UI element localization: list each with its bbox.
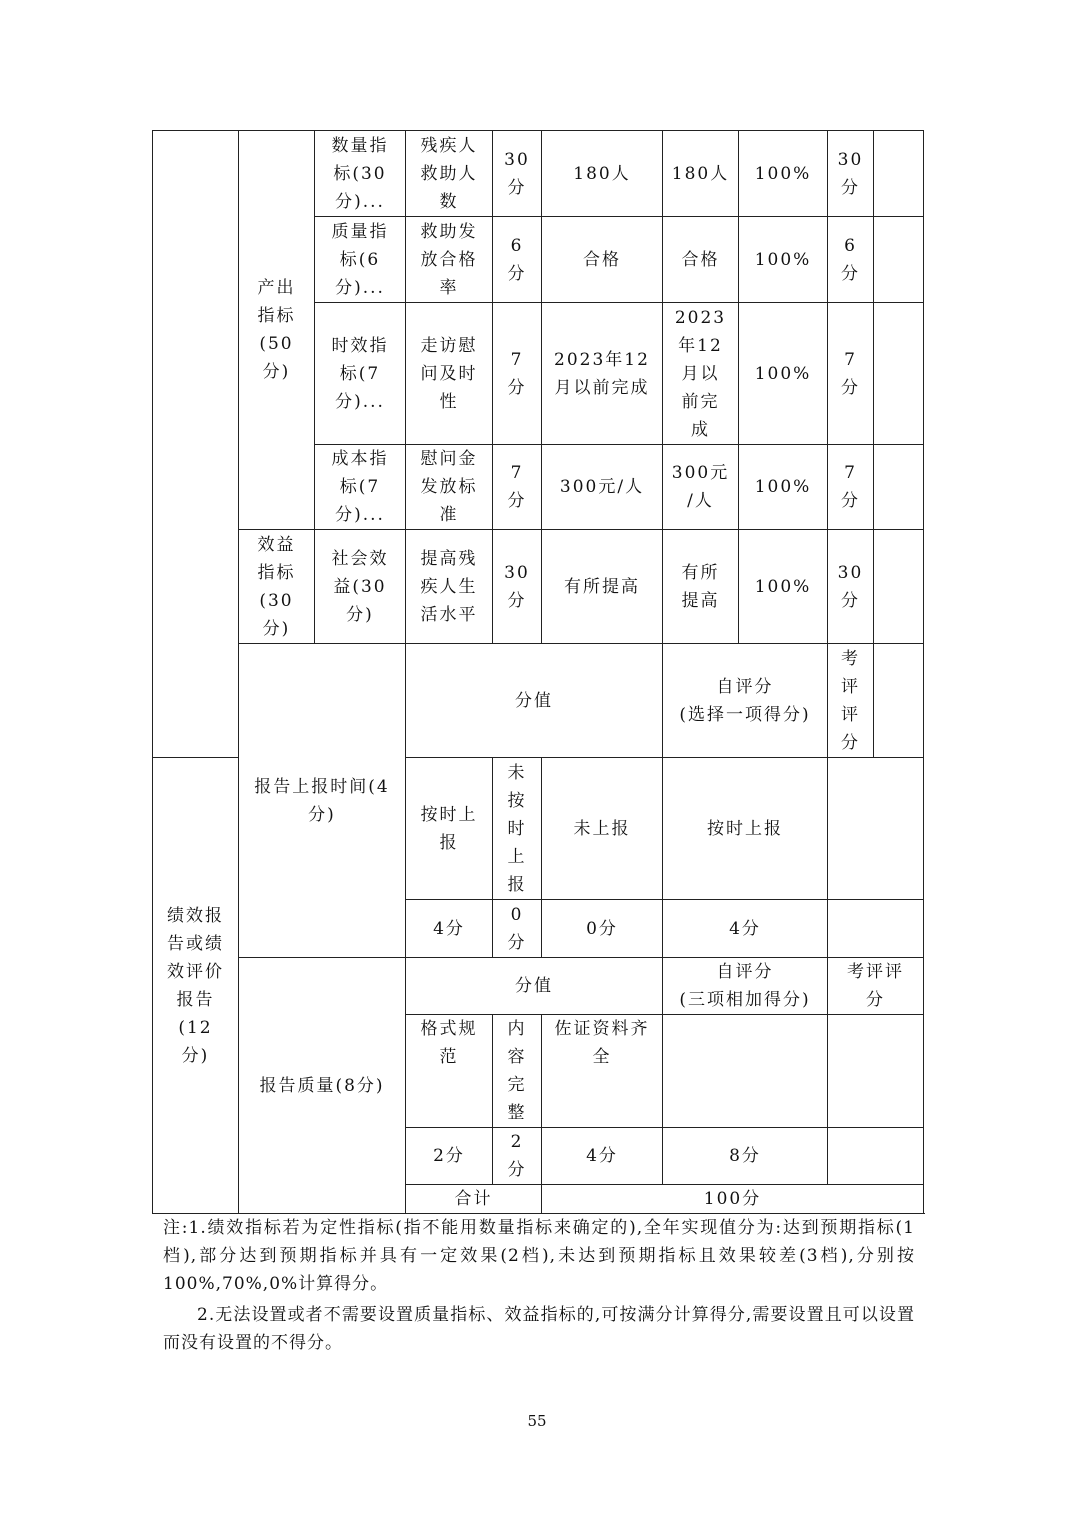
- notes: [163, 1214, 915, 1357]
- report-timing-label: 报告上报时间(4 分): [239, 644, 406, 958]
- option-cell: 未 按 时 上 报: [493, 758, 542, 900]
- item-cell: 救助发 放合格 率: [406, 217, 493, 303]
- item-cell: 走访慰 问及时 性: [406, 303, 493, 445]
- points-cell: 4分: [406, 900, 493, 958]
- weight-cell: 6 分: [493, 217, 542, 303]
- table-row: [153, 644, 924, 758]
- rate-cell: 100%: [739, 217, 828, 303]
- target-cell: 合格: [542, 217, 663, 303]
- benefit-category: 效益 指标 (30 分): [239, 530, 315, 644]
- remark-cell: [874, 445, 924, 530]
- points-cell: 4分: [542, 1128, 663, 1185]
- value-header: 分值: [406, 644, 663, 758]
- option-cell: 内 容 完 整: [493, 1015, 542, 1128]
- self-score-header: 自评分 (选择一项得分): [663, 644, 828, 758]
- item-cell: 慰问金 发放标 准: [406, 445, 493, 530]
- output-category: 产出 指标 (50 分): [239, 131, 315, 530]
- weight-cell: 30 分: [493, 530, 542, 644]
- note-1: 注:1.绩效指标若为定性指标(指不能用数量指标来确定的),全年实现值分为:达到预期指标(1档),部分达到预期指标并具有一定效果(2档),未达到预期指标且效果较差(3档),分别按100%,70%,0%计算得分。: [163, 1218, 915, 1294]
- self-score-header: 自评分 (三项相加得分): [663, 958, 828, 1015]
- score-cell: 30 分: [828, 131, 874, 217]
- points-cell: 2分: [406, 1128, 493, 1185]
- option-cell: 格式规 范: [406, 1015, 493, 1128]
- score-cell: 7 分: [828, 303, 874, 445]
- points-cell: 0 分: [493, 900, 542, 958]
- rate-cell: 100%: [739, 445, 828, 530]
- item-cell: 提高残 疾人生 活水平: [406, 530, 493, 644]
- target-cell: 300元/人: [542, 445, 663, 530]
- actual-cell: 合格: [663, 217, 739, 303]
- indicator-cell: 时效指 标(7 分)...: [315, 303, 406, 445]
- target-cell: 180人: [542, 131, 663, 217]
- actual-cell: 2023 年12 月以 前完 成: [663, 303, 739, 445]
- item-cell: 残疾人 救助人 数: [406, 131, 493, 217]
- indicator-cell: 数量指 标(30 分)...: [315, 131, 406, 217]
- blank-cell: [828, 758, 924, 900]
- indicator-cell: 社会效 益(30 分): [315, 530, 406, 644]
- actual-cell: 180人: [663, 131, 739, 217]
- page-number: 55: [527, 1412, 547, 1430]
- blank-category-cell: [153, 131, 239, 758]
- self-points-cell: 8分: [663, 1128, 828, 1185]
- rate-cell: 100%: [739, 530, 828, 644]
- review-score-header: 考 评 评 分: [828, 644, 874, 758]
- remark-cell: [874, 217, 924, 303]
- blank-cell: [828, 1015, 924, 1128]
- table-row: [153, 958, 924, 1015]
- total-label: 合计: [406, 1185, 542, 1214]
- indicator-cell: 成本指 标(7 分)...: [315, 445, 406, 530]
- note-2: 2.无法设置或者不需要设置质量指标、效益指标的,可按满分计算得分,需要设置且可以设置而没有设置的不得分。: [163, 1305, 915, 1353]
- points-cell: 0分: [542, 900, 663, 958]
- option-cell: 未上报: [542, 758, 663, 900]
- report-category: 绩效报 告或绩 效评价 报告 (12 分): [153, 758, 239, 1214]
- self-points-cell: 4分: [663, 900, 828, 958]
- weight-cell: 7 分: [493, 303, 542, 445]
- blank-cell: [663, 1015, 828, 1128]
- self-choice-cell: 按时上报: [663, 758, 828, 900]
- total-value: 100分: [542, 1185, 924, 1214]
- value-header: 分值: [406, 958, 663, 1015]
- indicator-cell: 质量指 标(6 分)...: [315, 217, 406, 303]
- remark-cell: [874, 131, 924, 217]
- score-cell: 6 分: [828, 217, 874, 303]
- actual-cell: 有所 提高: [663, 530, 739, 644]
- table-row: [153, 530, 924, 644]
- score-cell: 30 分: [828, 530, 874, 644]
- table-row: [153, 131, 924, 217]
- blank-cell: [828, 900, 924, 958]
- weight-cell: 30 分: [493, 131, 542, 217]
- option-cell: 按时上 报: [406, 758, 493, 900]
- performance-evaluation-table: [152, 130, 924, 1214]
- score-cell: 7 分: [828, 445, 874, 530]
- review-score-header: 考评评 分: [828, 958, 924, 1015]
- rate-cell: 100%: [739, 303, 828, 445]
- actual-cell: 300元 /人: [663, 445, 739, 530]
- weight-cell: 7 分: [493, 445, 542, 530]
- target-cell: 有所提高: [542, 530, 663, 644]
- remark-cell: [874, 530, 924, 644]
- rate-cell: 100%: [739, 131, 828, 217]
- blank-cell: [874, 644, 924, 758]
- option-cell: 佐证资料齐 全: [542, 1015, 663, 1128]
- blank-cell: [828, 1128, 924, 1185]
- remark-cell: [874, 303, 924, 445]
- points-cell: 2 分: [493, 1128, 542, 1185]
- target-cell: 2023年12 月以前完成: [542, 303, 663, 445]
- report-quality-label: 报告质量(8分): [239, 958, 406, 1214]
